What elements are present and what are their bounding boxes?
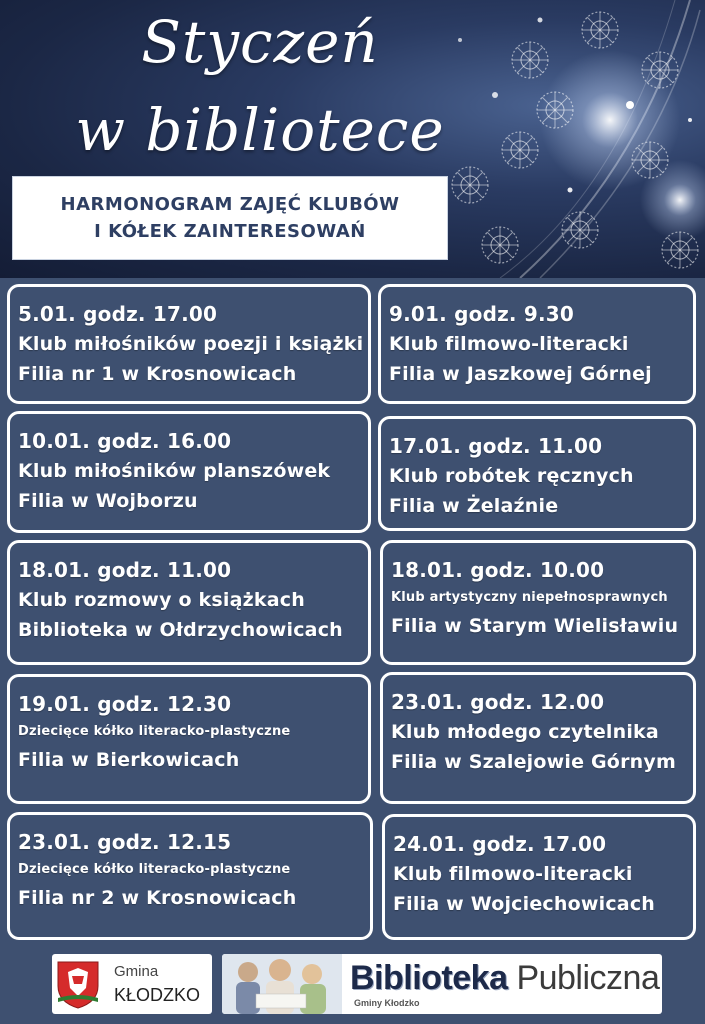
readers-photo-icon <box>222 954 342 1014</box>
event-place: Filia w Bierkowicach <box>18 749 240 771</box>
event-date: 18.01. godz. 10.00 <box>391 558 605 582</box>
gmina-city: KŁODZKO <box>114 985 201 1005</box>
event-club: Klub miłośników planszówek <box>18 460 331 482</box>
event-card <box>378 416 696 531</box>
library-logo <box>222 954 662 1014</box>
poster-title-line1: Styczeń <box>141 8 379 76</box>
gmina-label: Gmina <box>114 963 159 980</box>
event-date: 5.01. godz. 17.00 <box>18 302 218 326</box>
library-name <box>350 958 659 998</box>
event-club: Klub filmowo-literacki <box>393 863 633 885</box>
event-card <box>7 540 371 665</box>
event-club: Dziecięce kółko literacko-plastyczne <box>18 862 291 877</box>
event-date: 10.01. godz. 16.00 <box>18 429 232 453</box>
schedule-subtitle-box <box>12 176 448 260</box>
event-place: Filia nr 2 w Krosnowicach <box>18 887 297 909</box>
event-club: Klub robótek ręcznych <box>389 465 634 487</box>
event-place: Filia nr 1 w Krosnowicach <box>18 363 297 385</box>
event-club: Klub miłośników poezji i książki <box>18 333 364 355</box>
event-card <box>380 672 696 804</box>
poster-header <box>0 0 705 278</box>
event-card <box>7 812 373 940</box>
coat-of-arms-icon <box>54 958 102 1010</box>
subtitle-line2: I KÓŁEK ZAINTERESOWAŃ <box>94 221 366 242</box>
event-club: Klub rozmowy o książkach <box>18 589 305 611</box>
subtitle-line1: HARMONOGRAM ZAJĘĆ KLUBÓW <box>60 194 400 215</box>
event-place: Filia w Wojborzu <box>18 490 198 512</box>
event-date: 23.01. godz. 12.15 <box>18 830 232 854</box>
gmina-klodzko-logo <box>52 954 212 1014</box>
event-date: 18.01. godz. 11.00 <box>18 558 232 582</box>
event-date: 17.01. godz. 11.00 <box>389 434 603 458</box>
poster-title-line2: w bibliotece <box>75 96 445 164</box>
event-date: 9.01. godz. 9.30 <box>389 302 575 326</box>
event-card <box>380 540 696 665</box>
event-date: 19.01. godz. 12.30 <box>18 692 232 716</box>
event-place: Filia w Wojciechowicach <box>393 893 656 915</box>
event-club: Klub artystyczny niepełnosprawnych <box>391 590 668 605</box>
event-club: Dziecięce kółko literacko-plastyczne <box>18 724 291 739</box>
event-card <box>378 284 696 404</box>
library-subtitle: Gminy Kłodzko <box>354 998 420 1008</box>
event-club: Klub młodego czytelnika <box>391 721 659 743</box>
event-card <box>7 411 371 533</box>
library-word1: Biblioteka <box>350 959 508 997</box>
event-card <box>7 284 371 404</box>
event-date: 24.01. godz. 17.00 <box>393 832 607 856</box>
event-place: Filia w Szalejowie Górnym <box>391 751 676 773</box>
event-place: Biblioteka w Ołdrzychowicach <box>18 619 343 641</box>
library-word2: Publiczna <box>516 959 660 997</box>
event-place: Filia w Żelaźnie <box>389 495 559 517</box>
event-card <box>7 674 371 804</box>
event-club: Klub filmowo-literacki <box>389 333 629 355</box>
event-place: Filia w Starym Wielisławiu <box>391 615 679 637</box>
event-card <box>382 814 696 940</box>
event-place: Filia w Jaszkowej Górnej <box>389 363 652 385</box>
event-date: 23.01. godz. 12.00 <box>391 690 605 714</box>
